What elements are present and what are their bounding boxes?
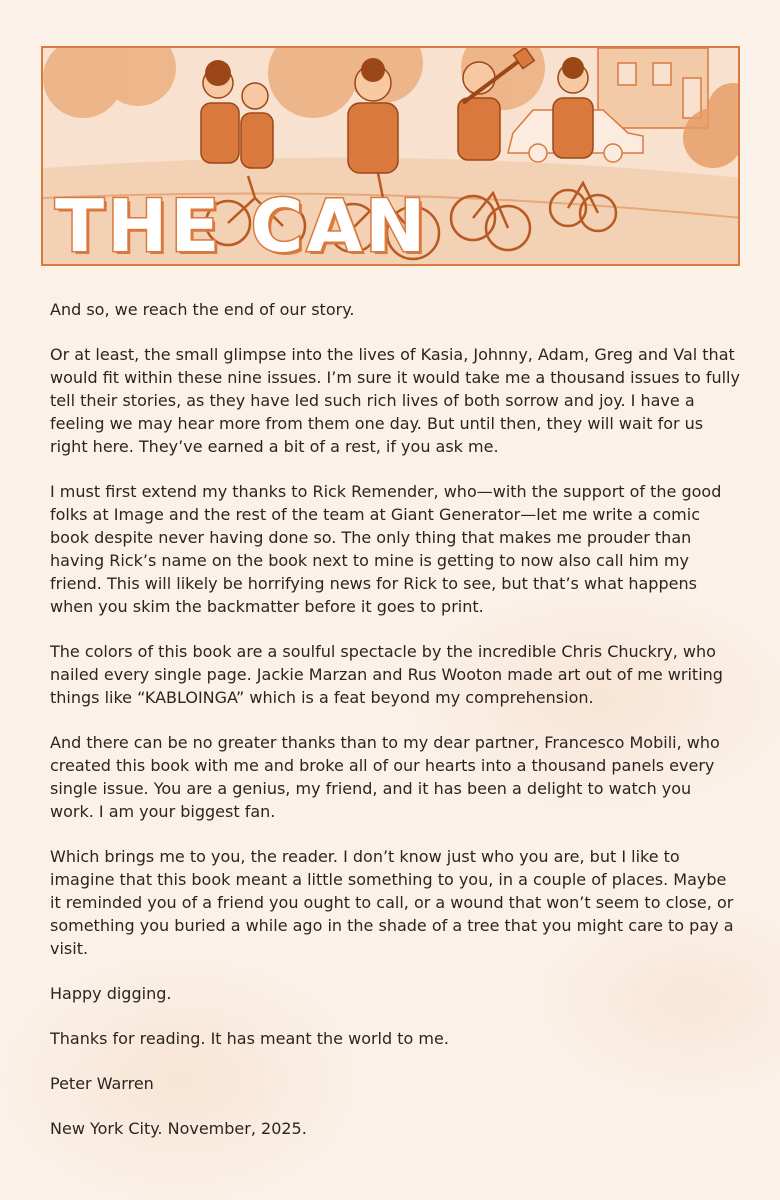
signature-block: [50, 1072, 740, 1140]
letter-paragraph: Happy digging.: [50, 984, 172, 1003]
letter-paragraph: And there can be no greater thanks than to my dear partner, Francesco Mobili, who created this book with me and broke all of our hearts into a thousand panels every single issue. You are a genius, my friend, and it has been a delight to watch you work. I am your biggest fan.: [50, 733, 720, 821]
letter-paragraph: Thanks for reading. It has meant the world to me.: [50, 1029, 449, 1048]
banner-title: THE CAN: [55, 184, 429, 266]
letter-paragraph: Or at least, the small glimpse into the lives of Kasia, Johnny, Adam, Greg and Val that would fit within these nine issues. I’m sure it would take me a thousand issues to fully tell their stories, as they have led such rich lives of both sorrow and joy. I have a feeling we may hear more from them one day. But until then, they will wait for us right here. They’ve earned a bit of a rest, if you ask me.: [50, 345, 740, 456]
letter-paragraph: And so, we reach the end of our story.: [50, 300, 355, 319]
letter-paragraph: Which brings me to you, the reader. I don’t know just who you are, but I like to imagine that this book meant a little something to you, in a couple of places. Maybe it reminded you of a friend you ought to call, or a wound that won’t seem to close, or something you buried a while ago in the shade of a tree that you might care to pay a visit.: [50, 847, 734, 958]
letter-body: [50, 298, 740, 1162]
signature-name: Peter Warren: [50, 1074, 154, 1093]
letter-paragraph: The colors of this book are a soulful spectacle by the incredible Chris Chuckry, who nailed every single page. Jackie Marzan and Rus Wooton made art out of me writing things like “KABLOINGA” which is a feat beyond my comprehension.: [50, 642, 723, 707]
signature-place-date: New York City. November, 2025.: [50, 1119, 307, 1138]
letter-paragraph: I must first extend my thanks to Rick Remender, who—with the support of the good folks at Image and the rest of the team at Giant Generator—let me write a comic book despite never having done so. The only thing that makes me prouder than having Rick’s name on the book next to mine is getting to now also call him my friend. This will likely be horrifying news for Rick to see, but that’s what happens when you skim the backmatter before it goes to print.: [50, 482, 722, 616]
header-banner: [41, 46, 740, 266]
